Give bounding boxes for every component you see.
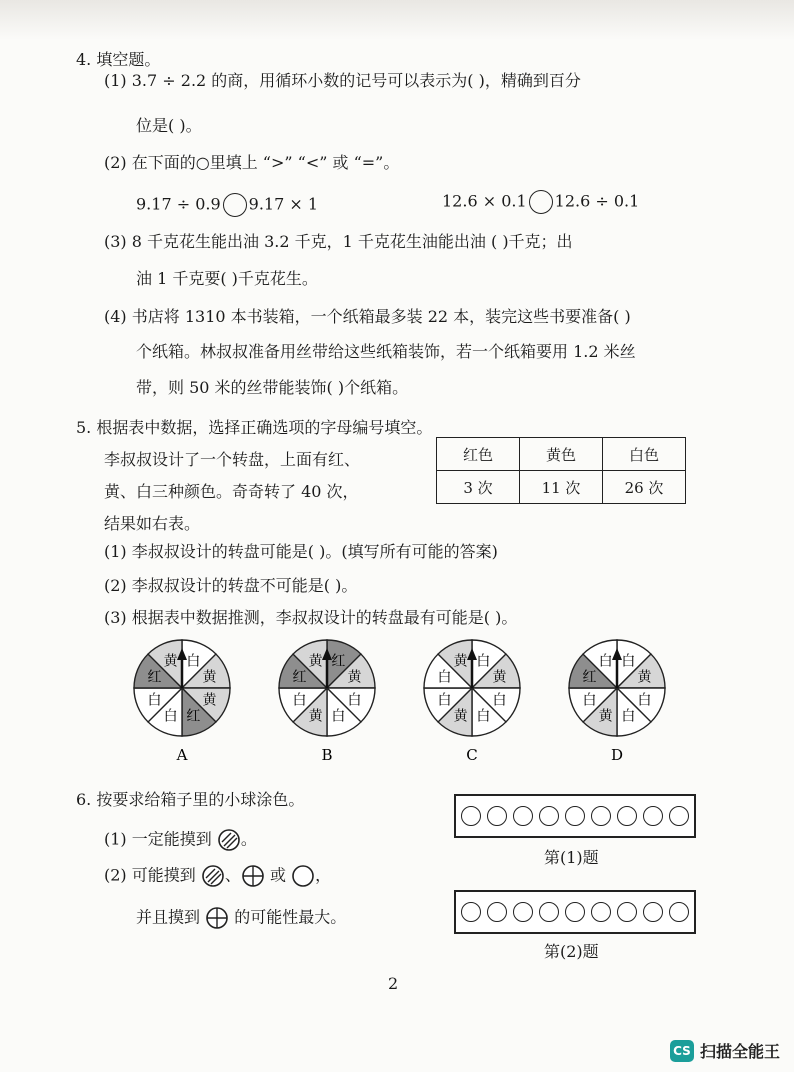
q4-p2-expr1 (136, 193, 318, 217)
wheel-sector-label: 红 (292, 669, 307, 686)
q6-heading: 6. 按要求给箱子里的小球涂色。 (76, 790, 305, 809)
q4-heading: 4. 填空题。 (76, 50, 161, 69)
wheel-sector-label: 白 (437, 669, 452, 686)
q4-p3-line1: (3) 8 千克花生能出油 3.2 千克，1 千克花生油能出油 ( )千克；出 (104, 232, 573, 251)
wheel-sector-label: 红 (147, 669, 162, 686)
wheel-sector-label: 黄 (598, 708, 613, 725)
spinner-wheel-d (569, 640, 665, 764)
wheel-sector-label: 黄 (308, 653, 323, 670)
q5-desc-line3: 结果如右表。 (104, 514, 201, 533)
table-value-row (437, 471, 686, 504)
wheel-sector-label: 白 (637, 692, 652, 709)
box2-caption: 第(2)题 (544, 942, 599, 961)
hatched-ball-icon (217, 828, 241, 852)
q5-p1: (1) 李叔叔设计的转盘可能是( )。(填写所有可能的答案) (104, 542, 498, 561)
wheel-label: A (176, 746, 188, 764)
spinner-wheel-c (424, 640, 520, 764)
scanner-logo: CS (670, 1040, 694, 1062)
wheel-sector-label: 红 (186, 708, 201, 725)
expr2-left: 12.6 × 0.1 (442, 191, 527, 211)
wheel-sector-label: 黄 (347, 669, 362, 686)
q6-p2-sep1: 、 (224, 865, 241, 885)
ball-box-2 (454, 890, 696, 934)
wheel-sector-label: 黄 (453, 653, 468, 670)
blank-ball-icon (291, 864, 315, 888)
q6-p2-suffix: ， (315, 865, 332, 885)
ball[interactable] (565, 806, 585, 826)
hatched-ball-icon (201, 864, 225, 888)
ball[interactable] (669, 806, 689, 826)
wheel-sector-label: 黄 (637, 669, 652, 686)
spinner-wheels (120, 636, 680, 766)
wheel-sector-label: 黄 (492, 669, 507, 686)
top-shadow (0, 0, 794, 40)
page-number: 2 (388, 974, 399, 993)
table-value-yellow: 11 次 (520, 471, 603, 504)
cross-ball-icon (205, 906, 229, 930)
scanner-watermark (670, 1039, 780, 1062)
wheel-sector-label: 白 (147, 692, 162, 709)
wheel-sector-label: 白 (186, 653, 201, 670)
table-value-white: 26 次 (603, 471, 686, 504)
ball[interactable] (487, 806, 507, 826)
wheel-sector-label: 白 (476, 653, 491, 670)
ball[interactable] (591, 806, 611, 826)
wheel-sector-label: 白 (437, 692, 452, 709)
ball[interactable] (539, 806, 559, 826)
q5-desc-line2: 黄、白三种颜色。奇奇转了 40 次， (104, 482, 359, 501)
ball[interactable] (669, 902, 689, 922)
ball[interactable] (591, 902, 611, 922)
expr1-right: 9.17 × 1 (248, 194, 319, 214)
ball[interactable] (539, 902, 559, 922)
q6-p2-line2-prefix: 并且摸到 (136, 907, 201, 927)
ball[interactable] (617, 902, 637, 922)
results-table (436, 437, 686, 504)
ball[interactable] (513, 902, 533, 922)
q6-p2-line2 (136, 906, 346, 930)
q6-p2-line1 (104, 864, 331, 888)
wheel-sector-label: 白 (598, 653, 613, 670)
table-header-red: 红色 (437, 438, 520, 471)
ball[interactable] (487, 902, 507, 922)
q6-p2-prefix: (2) 可能摸到 (104, 865, 196, 885)
wheel-sector-label: 白 (621, 653, 636, 670)
compare-circle-1[interactable] (223, 193, 247, 217)
box1-caption: 第(1)题 (544, 848, 599, 867)
scanner-name: 扫描全能王 (699, 1042, 780, 1061)
q6-p1 (104, 828, 257, 852)
expr2-right: 12.6 ÷ 0.1 (554, 191, 640, 211)
ball[interactable] (461, 806, 481, 826)
wheel-sector-label: 白 (331, 708, 346, 725)
wheel-sector-label: 黄 (163, 653, 178, 670)
compare-circle-2[interactable] (529, 190, 553, 214)
table-header-yellow: 黄色 (520, 438, 603, 471)
spinner-wheel-b (279, 640, 375, 764)
q6-p2-line2-suffix: 的可能性最大。 (234, 907, 347, 927)
wheel-sector-label: 白 (163, 708, 178, 725)
ball[interactable] (643, 902, 663, 922)
q4-p2-expr2 (442, 190, 639, 214)
wheel-sector-label: 白 (347, 692, 362, 709)
table-value-red: 3 次 (437, 471, 520, 504)
wheel-label: B (321, 746, 333, 764)
q4-p3-line2: 油 1 千克要( )千克花生。 (136, 269, 318, 288)
table-header-white: 白色 (603, 438, 686, 471)
ball[interactable] (513, 806, 533, 826)
wheel-sector-label: 白 (621, 708, 636, 725)
ball[interactable] (643, 806, 663, 826)
q4-p4-line3: 带，则 50 米的丝带能装饰( )个纸箱。 (136, 378, 409, 397)
ball[interactable] (617, 806, 637, 826)
q5-desc-line1: 李叔叔设计了一个转盘，上面有红、 (104, 450, 361, 469)
wheel-sector-label: 黄 (453, 708, 468, 725)
q4-p1-line2: 位是( )。 (136, 116, 202, 135)
wheel-sector-label: 黄 (308, 708, 323, 725)
wheel-sector-label: 黄 (202, 692, 217, 709)
wheel-sector-label: 黄 (202, 669, 217, 686)
wheel-label: C (466, 746, 478, 764)
q5-p3: (3) 根据表中数据推测，李叔叔设计的转盘最有可能是( )。 (104, 608, 518, 627)
ball[interactable] (565, 902, 585, 922)
wheel-sector-label: 红 (331, 653, 346, 670)
ball-box-1 (454, 794, 696, 838)
wheel-sector-label: 白 (492, 692, 507, 709)
wheel-sector-label: 白 (476, 708, 491, 725)
q4-p4-line2: 个纸箱。林叔叔准备用丝带给这些纸箱装饰，若一个纸箱要用 1.2 米丝 (136, 342, 636, 361)
q5-heading: 5. 根据表中数据，选择正确选项的字母编号填空。 (76, 418, 433, 437)
q6-p2-sep2: 或 (269, 865, 286, 885)
q6-p1-prefix: (1) 一定能摸到 (104, 829, 212, 849)
table-header-row (437, 438, 686, 471)
wheel-sector-label: 白 (292, 692, 307, 709)
wheel-sector-label: 红 (582, 669, 597, 686)
q4-p2-line: (2) 在下面的○里填上 “>” “<” 或 “=”。 (104, 153, 400, 172)
q5-p2: (2) 李叔叔设计的转盘不可能是( )。 (104, 576, 358, 595)
ball[interactable] (461, 902, 481, 922)
spinner-wheel-a (134, 640, 230, 764)
q6-p1-suffix: 。 (240, 829, 257, 849)
q4-p4-line1: (4) 书店将 1310 本书装箱，一个纸箱最多装 22 本，装完这些书要准备( ) (104, 307, 631, 326)
wheel-sector-label: 白 (582, 692, 597, 709)
expr1-left: 9.17 ÷ 0.9 (136, 194, 221, 214)
wheel-label: D (610, 746, 624, 764)
q4-p1-line1: (1) 3.7 ÷ 2.2 的商，用循环小数的记号可以表示为( )，精确到百分 (104, 71, 581, 90)
cross-ball-icon (241, 864, 265, 888)
